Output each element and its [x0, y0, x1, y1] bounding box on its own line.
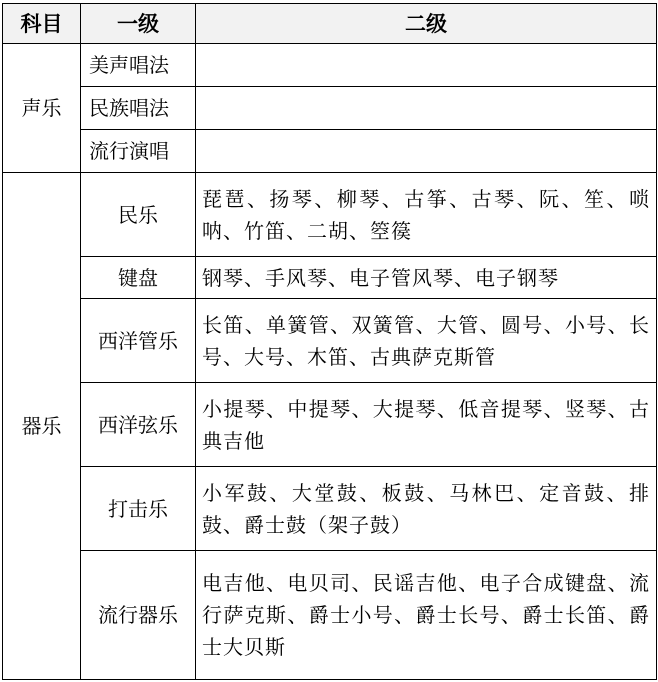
level1-cell: 民乐 [81, 173, 196, 257]
level1-cell: 键盘 [81, 257, 196, 299]
table-row [3, 383, 657, 467]
level2-cell: 小军鼓、大堂鼓、板鼓、马林巴、定音鼓、排鼓、爵士鼓（架子鼓） [196, 467, 657, 551]
level1-cell: 民族唱法 [81, 87, 196, 130]
level2-cell: 钢琴、手风琴、电子管风琴、电子钢琴 [196, 257, 657, 299]
music-subject-table [2, 3, 657, 680]
table-row [3, 173, 657, 257]
level2-cell: 长笛、单簧管、双簧管、大管、圆号、小号、长号、大号、木笛、古典萨克斯管 [196, 299, 657, 383]
level2-cell: 小提琴、中提琴、大提琴、低音提琴、竖琴、古典吉他 [196, 383, 657, 467]
header-row [3, 4, 657, 44]
level2-cell: 琵琶、扬琴、柳琴、古筝、古琴、阮、笙、唢呐、竹笛、二胡、箜篌 [196, 173, 657, 257]
table-row [3, 44, 657, 87]
level1-cell: 西洋管乐 [81, 299, 196, 383]
level1-cell: 美声唱法 [81, 44, 196, 87]
level1-cell: 打击乐 [81, 467, 196, 551]
table-row [3, 87, 657, 130]
header-level2: 二级 [196, 4, 657, 44]
subject-instrumental: 器乐 [3, 173, 81, 680]
level2-cell [196, 130, 657, 173]
level2-cell [196, 87, 657, 130]
level1-cell: 西洋弦乐 [81, 383, 196, 467]
level1-cell: 流行器乐 [81, 551, 196, 680]
table-row [3, 467, 657, 551]
level2-cell: 电吉他、电贝司、民谣吉他、电子合成键盘、流行萨克斯、爵士小号、爵士长号、爵士长笛、爵士大贝斯 [196, 551, 657, 680]
table-row [3, 257, 657, 299]
level1-cell: 流行演唱 [81, 130, 196, 173]
table-row [3, 130, 657, 173]
subject-vocal: 声乐 [3, 44, 81, 173]
header-level1: 一级 [81, 4, 196, 44]
table-row [3, 299, 657, 383]
table-row [3, 551, 657, 680]
header-subject: 科目 [3, 4, 81, 44]
level2-cell [196, 44, 657, 87]
